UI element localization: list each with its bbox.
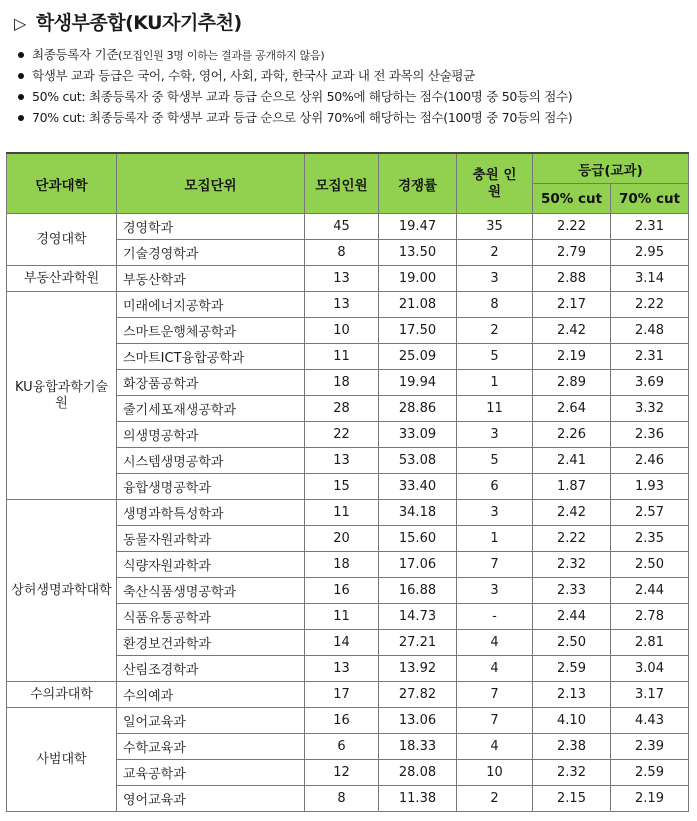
extra-cell: 1 bbox=[457, 526, 533, 552]
cut50-cell: 2.42 bbox=[533, 500, 611, 526]
cut50-cell: 2.88 bbox=[533, 266, 611, 292]
extra-cell: 7 bbox=[457, 682, 533, 708]
ratio-cell: 19.47 bbox=[379, 214, 457, 240]
cut50-cell: 2.33 bbox=[533, 578, 611, 604]
quota-cell: 14 bbox=[305, 630, 379, 656]
dept-cell: 화장품공학과 bbox=[117, 370, 305, 396]
cut70-cell: 4.43 bbox=[611, 708, 689, 734]
cut70-cell: 3.17 bbox=[611, 682, 689, 708]
dept-cell: 미래에너지공학과 bbox=[117, 292, 305, 318]
ratio-cell: 34.18 bbox=[379, 500, 457, 526]
table-row bbox=[7, 708, 689, 734]
ratio-cell: 25.09 bbox=[379, 344, 457, 370]
dept-cell: 환경보건과학과 bbox=[117, 630, 305, 656]
table-row bbox=[7, 266, 689, 292]
dept-cell: 부동산학과 bbox=[117, 266, 305, 292]
cut70-cell: 2.81 bbox=[611, 630, 689, 656]
cut50-cell: 2.38 bbox=[533, 734, 611, 760]
dept-cell: 산림조경학과 bbox=[117, 656, 305, 682]
extra-cell: 5 bbox=[457, 448, 533, 474]
quota-cell: 45 bbox=[305, 214, 379, 240]
cut50-cell: 2.64 bbox=[533, 396, 611, 422]
extra-cell: 8 bbox=[457, 292, 533, 318]
ratio-cell: 15.60 bbox=[379, 526, 457, 552]
cut70-cell: 2.36 bbox=[611, 422, 689, 448]
ratio-cell: 28.08 bbox=[379, 760, 457, 786]
bullet-icon bbox=[18, 73, 24, 79]
dept-cell: 줄기세포재생공학과 bbox=[117, 396, 305, 422]
quota-cell: 13 bbox=[305, 448, 379, 474]
dept-cell: 스마트ICT융합공학과 bbox=[117, 344, 305, 370]
cut70-cell: 3.32 bbox=[611, 396, 689, 422]
dept-cell: 시스템생명공학과 bbox=[117, 448, 305, 474]
table-row bbox=[7, 292, 689, 318]
cut50-cell: 2.79 bbox=[533, 240, 611, 266]
table-body bbox=[7, 214, 689, 812]
ratio-cell: 33.09 bbox=[379, 422, 457, 448]
quota-cell: 16 bbox=[305, 708, 379, 734]
extra-cell: 3 bbox=[457, 500, 533, 526]
dept-cell: 일어교육과 bbox=[117, 708, 305, 734]
header-grade: 등급(교과) bbox=[533, 153, 689, 184]
cut70-cell: 3.04 bbox=[611, 656, 689, 682]
note-item bbox=[16, 65, 686, 86]
quota-cell: 12 bbox=[305, 760, 379, 786]
title-text: 학생부종합(KU자기추천) bbox=[35, 12, 242, 34]
ratio-cell: 13.06 bbox=[379, 708, 457, 734]
quota-cell: 20 bbox=[305, 526, 379, 552]
ratio-cell: 14.73 bbox=[379, 604, 457, 630]
cut70-cell: 2.95 bbox=[611, 240, 689, 266]
cut70-cell: 2.31 bbox=[611, 214, 689, 240]
ratio-cell: 19.94 bbox=[379, 370, 457, 396]
ratio-cell: 18.33 bbox=[379, 734, 457, 760]
header-ratio: 경쟁률 bbox=[379, 153, 457, 214]
note-item bbox=[16, 44, 686, 65]
ratio-cell: 13.92 bbox=[379, 656, 457, 682]
college-cell: 부동산과학원 bbox=[7, 266, 117, 292]
quota-cell: 15 bbox=[305, 474, 379, 500]
cut70-cell: 2.57 bbox=[611, 500, 689, 526]
ratio-cell: 19.00 bbox=[379, 266, 457, 292]
extra-cell: 3 bbox=[457, 266, 533, 292]
table-row bbox=[7, 214, 689, 240]
cut70-cell: 3.69 bbox=[611, 370, 689, 396]
note-text: 50% cut: 최종등록자 중 학생부 교과 등급 순으로 상위 50%에 해당하는 점수(100명 중 50등의 점수) bbox=[32, 89, 573, 104]
quota-cell: 13 bbox=[305, 292, 379, 318]
cut70-cell: 3.14 bbox=[611, 266, 689, 292]
ratio-cell: 53.08 bbox=[379, 448, 457, 474]
ratio-cell: 13.50 bbox=[379, 240, 457, 266]
extra-cell: 4 bbox=[457, 734, 533, 760]
dept-cell: 경영학과 bbox=[117, 214, 305, 240]
dept-cell: 식량자원과학과 bbox=[117, 552, 305, 578]
college-cell: 상허생명과학대학 bbox=[7, 500, 117, 682]
extra-cell: 2 bbox=[457, 240, 533, 266]
quota-cell: 16 bbox=[305, 578, 379, 604]
quota-cell: 28 bbox=[305, 396, 379, 422]
header-cut50: 50% cut bbox=[533, 184, 611, 214]
extra-cell: 7 bbox=[457, 708, 533, 734]
bullet-icon bbox=[18, 115, 24, 121]
quota-cell: 10 bbox=[305, 318, 379, 344]
cut70-cell: 2.78 bbox=[611, 604, 689, 630]
extra-cell: 5 bbox=[457, 344, 533, 370]
dept-cell: 기술경영학과 bbox=[117, 240, 305, 266]
extra-cell: 1 bbox=[457, 370, 533, 396]
quota-cell: 13 bbox=[305, 266, 379, 292]
cut70-cell: 1.93 bbox=[611, 474, 689, 500]
extra-cell: 10 bbox=[457, 760, 533, 786]
note-item bbox=[16, 107, 686, 128]
cut50-cell: 1.87 bbox=[533, 474, 611, 500]
quota-cell: 6 bbox=[305, 734, 379, 760]
ratio-cell: 16.88 bbox=[379, 578, 457, 604]
cut50-cell: 2.15 bbox=[533, 786, 611, 812]
extra-cell: 2 bbox=[457, 318, 533, 344]
quota-cell: 22 bbox=[305, 422, 379, 448]
cut50-cell: 2.17 bbox=[533, 292, 611, 318]
header-extra: 충원 인원 bbox=[457, 153, 533, 214]
dept-cell: 수학교육과 bbox=[117, 734, 305, 760]
cut50-cell: 2.41 bbox=[533, 448, 611, 474]
table-row bbox=[7, 500, 689, 526]
cut50-cell: 2.13 bbox=[533, 682, 611, 708]
college-cell: 경영대학 bbox=[7, 214, 117, 266]
college-cell: KU융합과학기술원 bbox=[7, 292, 117, 500]
ratio-cell: 28.86 bbox=[379, 396, 457, 422]
extra-cell: 2 bbox=[457, 786, 533, 812]
dept-cell: 스마트운행체공학과 bbox=[117, 318, 305, 344]
dept-cell: 축산식품생명공학과 bbox=[117, 578, 305, 604]
cut70-cell: 2.46 bbox=[611, 448, 689, 474]
quota-cell: 18 bbox=[305, 552, 379, 578]
ratio-cell: 27.21 bbox=[379, 630, 457, 656]
cut50-cell: 2.89 bbox=[533, 370, 611, 396]
cut70-cell: 2.31 bbox=[611, 344, 689, 370]
ratio-cell: 27.82 bbox=[379, 682, 457, 708]
page-title bbox=[14, 8, 242, 35]
quota-cell: 8 bbox=[305, 240, 379, 266]
bullet-icon bbox=[18, 94, 24, 100]
dept-cell: 수의예과 bbox=[117, 682, 305, 708]
ratio-cell: 11.38 bbox=[379, 786, 457, 812]
cut50-cell: 2.32 bbox=[533, 552, 611, 578]
ratio-cell: 17.06 bbox=[379, 552, 457, 578]
cut70-cell: 2.19 bbox=[611, 786, 689, 812]
extra-cell: 7 bbox=[457, 552, 533, 578]
triangle-marker-icon: ▷ bbox=[14, 14, 26, 33]
extra-cell: 35 bbox=[457, 214, 533, 240]
table-row bbox=[7, 682, 689, 708]
cut70-cell: 2.39 bbox=[611, 734, 689, 760]
cut50-cell: 2.26 bbox=[533, 422, 611, 448]
ratio-cell: 21.08 bbox=[379, 292, 457, 318]
header-college: 단과대학 bbox=[7, 153, 117, 214]
extra-cell: - bbox=[457, 604, 533, 630]
note-small-text: (모집인원 3명 이하는 결과를 공개하지 않음) bbox=[118, 49, 325, 62]
extra-cell: 4 bbox=[457, 630, 533, 656]
note-text: 학생부 교과 등급은 국어, 수학, 영어, 사회, 과학, 한국사 교과 내 전 과목의 산술평균 bbox=[32, 68, 475, 83]
quota-cell: 8 bbox=[305, 786, 379, 812]
cut50-cell: 2.59 bbox=[533, 656, 611, 682]
extra-cell: 6 bbox=[457, 474, 533, 500]
quota-cell: 18 bbox=[305, 370, 379, 396]
cut70-cell: 2.48 bbox=[611, 318, 689, 344]
dept-cell: 의생명공학과 bbox=[117, 422, 305, 448]
cut70-cell: 2.44 bbox=[611, 578, 689, 604]
extra-cell: 3 bbox=[457, 578, 533, 604]
ratio-cell: 33.40 bbox=[379, 474, 457, 500]
quota-cell: 11 bbox=[305, 500, 379, 526]
dept-cell: 동물자원과학과 bbox=[117, 526, 305, 552]
note-item bbox=[16, 86, 686, 107]
extra-cell: 3 bbox=[457, 422, 533, 448]
notes-list bbox=[16, 44, 686, 128]
cut50-cell: 2.44 bbox=[533, 604, 611, 630]
quota-cell: 17 bbox=[305, 682, 379, 708]
cut70-cell: 2.59 bbox=[611, 760, 689, 786]
quota-cell: 11 bbox=[305, 604, 379, 630]
college-cell: 사범대학 bbox=[7, 708, 117, 812]
extra-cell: 4 bbox=[457, 656, 533, 682]
cut70-cell: 2.22 bbox=[611, 292, 689, 318]
cut70-cell: 2.35 bbox=[611, 526, 689, 552]
cut50-cell: 4.10 bbox=[533, 708, 611, 734]
note-text: 70% cut: 최종등록자 중 학생부 교과 등급 순으로 상위 70%에 해당하는 점수(100명 중 70등의 점수) bbox=[32, 110, 573, 125]
college-cell: 수의과대학 bbox=[7, 682, 117, 708]
header-quota: 모집인원 bbox=[305, 153, 379, 214]
cut50-cell: 2.32 bbox=[533, 760, 611, 786]
ratio-cell: 17.50 bbox=[379, 318, 457, 344]
header-cut70: 70% cut bbox=[611, 184, 689, 214]
cut50-cell: 2.42 bbox=[533, 318, 611, 344]
cut50-cell: 2.19 bbox=[533, 344, 611, 370]
cut70-cell: 2.50 bbox=[611, 552, 689, 578]
note-text: 최종등록자 기준 bbox=[32, 47, 119, 62]
dept-cell: 생명과학특성학과 bbox=[117, 500, 305, 526]
admission-results-table bbox=[6, 152, 689, 812]
dept-cell: 영어교육과 bbox=[117, 786, 305, 812]
header-dept: 모집단위 bbox=[117, 153, 305, 214]
quota-cell: 11 bbox=[305, 344, 379, 370]
cut50-cell: 2.50 bbox=[533, 630, 611, 656]
bullet-icon bbox=[18, 52, 24, 58]
dept-cell: 융합생명공학과 bbox=[117, 474, 305, 500]
cut50-cell: 2.22 bbox=[533, 526, 611, 552]
quota-cell: 13 bbox=[305, 656, 379, 682]
cut50-cell: 2.22 bbox=[533, 214, 611, 240]
extra-cell: 11 bbox=[457, 396, 533, 422]
dept-cell: 식품유통공학과 bbox=[117, 604, 305, 630]
dept-cell: 교육공학과 bbox=[117, 760, 305, 786]
